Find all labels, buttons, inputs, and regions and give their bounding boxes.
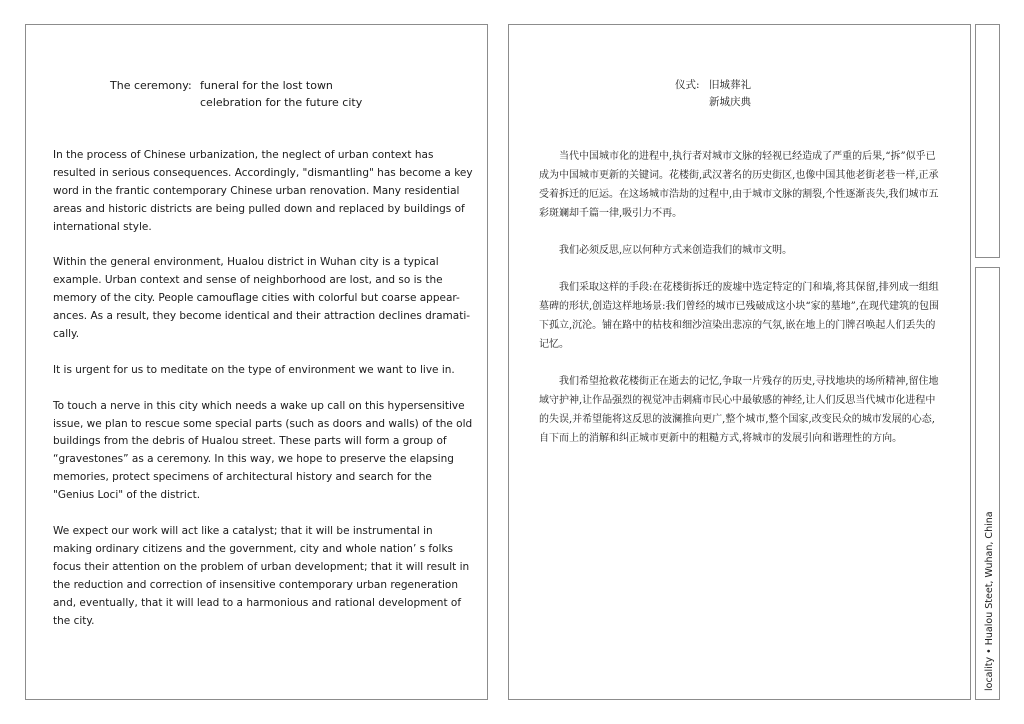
locality-label-wrap — [976, 266, 1001, 691]
paragraph: 我们采取这样的手段:在花楼街拆迁的废墟中选定特定的门和墙,将其保留,排列成一组组墓碑的形状,创造这样地场景:我们曾经的城市已残破成这小块“家的墓地”,在现代建筑的包围下孤立,沉沦。铺在路中的枯枝和细沙渲染出悲凉的气氛,嵌在地上的门牌召唤起人们丢失的记忆。 — [539, 282, 939, 350]
title-label: The ceremony: — [110, 79, 192, 92]
paragraph: Within the general environment, Hualou district in Wuhan city is a typical example. Urban context and sense of neighborhood are lost, and so is the memory of the city. People camouflage cities with colorful but coarse appear-ances. As a result, they become identical and their attraction declines dramati-cally. — [53, 256, 471, 341]
title-line-1: 旧城葬礼 — [709, 79, 751, 91]
chinese-page — [508, 24, 971, 700]
chinese-body — [539, 147, 941, 466]
english-page — [25, 24, 488, 700]
title-line-1: funeral for the lost town — [200, 79, 333, 92]
paragraph: 我们希望抢救花楼街正在逝去的记忆,争取一片残存的历史,寻找地块的场所精神,留住地域守护神,让作品强烈的视觉冲击刺痛市民心中最敏感的神经,让人们反思当代城市化进程中的失误,并希望能将这反思的波澜推向更广,整个城市,整个国家,改变民众的城市发展的心态,自下而上的消解和纠正城市更新中的粗糙方式,将城市的发展引向和谐理性的方向。 — [539, 376, 939, 444]
english-title — [110, 77, 362, 111]
locality-label: locality • Hualou Steet, Wuhan, China — [983, 511, 995, 691]
paragraph: It is urgent for us to meditate on the type of environment we want to live in. — [53, 363, 455, 376]
paragraph: 我们必须反思,应以何种方式来创造我们的城市文明。 — [559, 245, 793, 256]
title-line-2: 新城庆典 — [709, 96, 751, 108]
english-body — [53, 147, 473, 648]
title-line-2: celebration for the future city — [200, 96, 363, 109]
sidebar-bottom-box — [975, 267, 1000, 700]
paragraph: To touch a nerve in this city which needs a wake up call on this hypersensitive issue, we plan to rescue some special parts (such as doors and walls) of the old buildings from the debris of Hualou street. These parts will form a group of “gravestones” as a ceremony. In this way, we hope to preserve the elapsing memories, protect specimens of architectural history and search for the "Genius Loci" of the district. — [53, 399, 473, 502]
sidebar-top-box — [975, 24, 1000, 258]
chinese-title — [675, 77, 751, 111]
paragraph: 当代中国城市化的进程中,执行者对城市文脉的轻视已经造成了严重的后果,“拆”似乎已成为中国城市更新的关键词。花楼街,武汉著名的历史街区,也像中国其他老街老巷一样,正承受着拆迁的厄运。在这场城市浩劫的过程中,由于城市文脉的割裂,个性逐渐丧失,我们城市五彩斑斓却千篇一律,吸引力不再。 — [539, 151, 939, 219]
title-label: 仪式: — [675, 79, 700, 91]
paragraph: In the process of Chinese urbanization, the neglect of urban context has resulted in serious consequences. Accordingly, "dismantling" has become a key word in the frantic contemporary Chinese urban renovation. Many residential areas and historic districts are being pulled down and replaced by buildings of international style. — [53, 149, 473, 233]
paragraph: We expect our work will act like a catalyst; that it will be instrumental in making ordinary citizens and the government, city and whole nation’ s folks focus their attention on the problem of urban development; that it will result in the reduction and correction of insensitive contemporary urban regeneration and, eventually, that it will lead to a harmonious and rational development of the city. — [53, 524, 470, 627]
